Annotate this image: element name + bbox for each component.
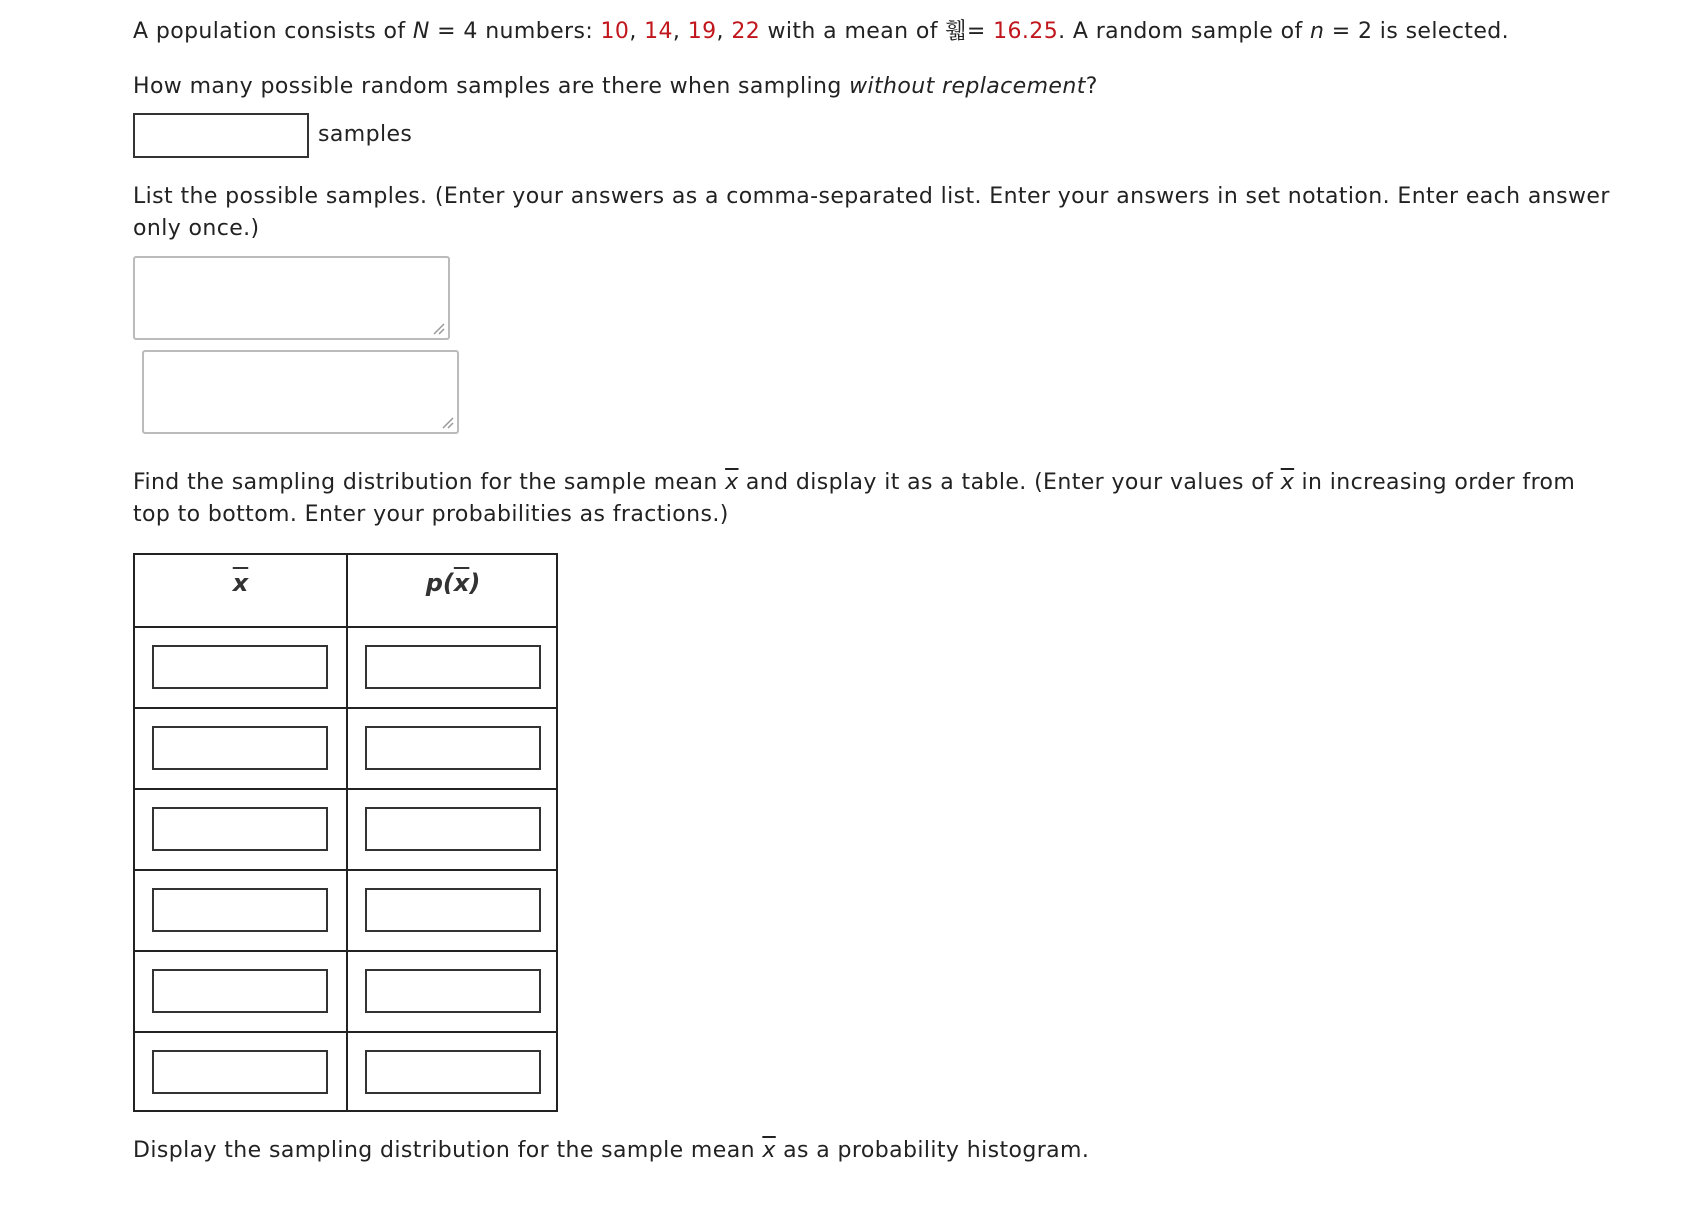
probability-input-5[interactable]: [365, 969, 541, 1013]
probability-input-3[interactable]: [365, 807, 541, 851]
sampling-distribution-table: [133, 553, 558, 1112]
population-value-3: 19: [687, 19, 717, 44]
xbar-input-4[interactable]: [152, 888, 328, 932]
question-sample-count: How many possible random samples are there when sampling without replacement?: [133, 74, 1098, 99]
xbar-input-6[interactable]: [152, 1050, 328, 1094]
population-mean: 16.25: [993, 19, 1059, 44]
table-divider: [346, 555, 348, 1110]
table-divider: [135, 950, 556, 952]
probability-input-2[interactable]: [365, 726, 541, 770]
table-divider: [135, 707, 556, 709]
question-list-samples: List the possible samples. (Enter your answers as a comma-separated list. Enter your answers in set notation. Enter each answer only once.): [133, 184, 1610, 241]
population-value-1: 10: [600, 19, 630, 44]
xbar-input-1[interactable]: [152, 645, 328, 689]
xbar-input-3[interactable]: [152, 807, 328, 851]
probability-input-4[interactable]: [365, 888, 541, 932]
xbar-input-2[interactable]: [152, 726, 328, 770]
probability-input-6[interactable]: [365, 1050, 541, 1094]
probability-input-1[interactable]: [365, 645, 541, 689]
samples-textarea-2[interactable]: [142, 350, 459, 434]
question-sampling-distribution: Find the sampling distribution for the sample mean $\overline{x}$ and display it as a table. (Enter your values of $\overline{x}$ in increasing order from top to bottom. Enter your probabilities as fractions.): [133, 470, 1576, 527]
xbar-column-header: $\overline{x}$: [232, 569, 249, 597]
samples-unit-label: samples: [318, 122, 413, 147]
population-value-4: 22: [731, 19, 761, 44]
resize-grip-icon[interactable]: [431, 321, 445, 335]
table-divider: [135, 1031, 556, 1033]
resize-grip-icon[interactable]: [440, 415, 454, 429]
table-divider: [135, 626, 556, 628]
probability-column-header: $p(\overline{x})$: [425, 569, 481, 597]
population-value-2: 14: [644, 19, 673, 44]
question-histogram: Display the sampling distribution for the sample mean $\overline{x}$ as a probability histogram.: [133, 1138, 1090, 1163]
sample-count-input[interactable]: [133, 113, 309, 158]
intro-text: A population consists of N = 4 numbers: 10, 14, 19, 22 with a mean of 휇= 16.25. A random sample of n = 2 is selected.: [133, 19, 1510, 44]
xbar-input-5[interactable]: [152, 969, 328, 1013]
mu-symbol: 휇: [945, 19, 967, 44]
table-divider: [135, 788, 556, 790]
samples-textarea-1[interactable]: [133, 256, 450, 340]
table-divider: [135, 869, 556, 871]
